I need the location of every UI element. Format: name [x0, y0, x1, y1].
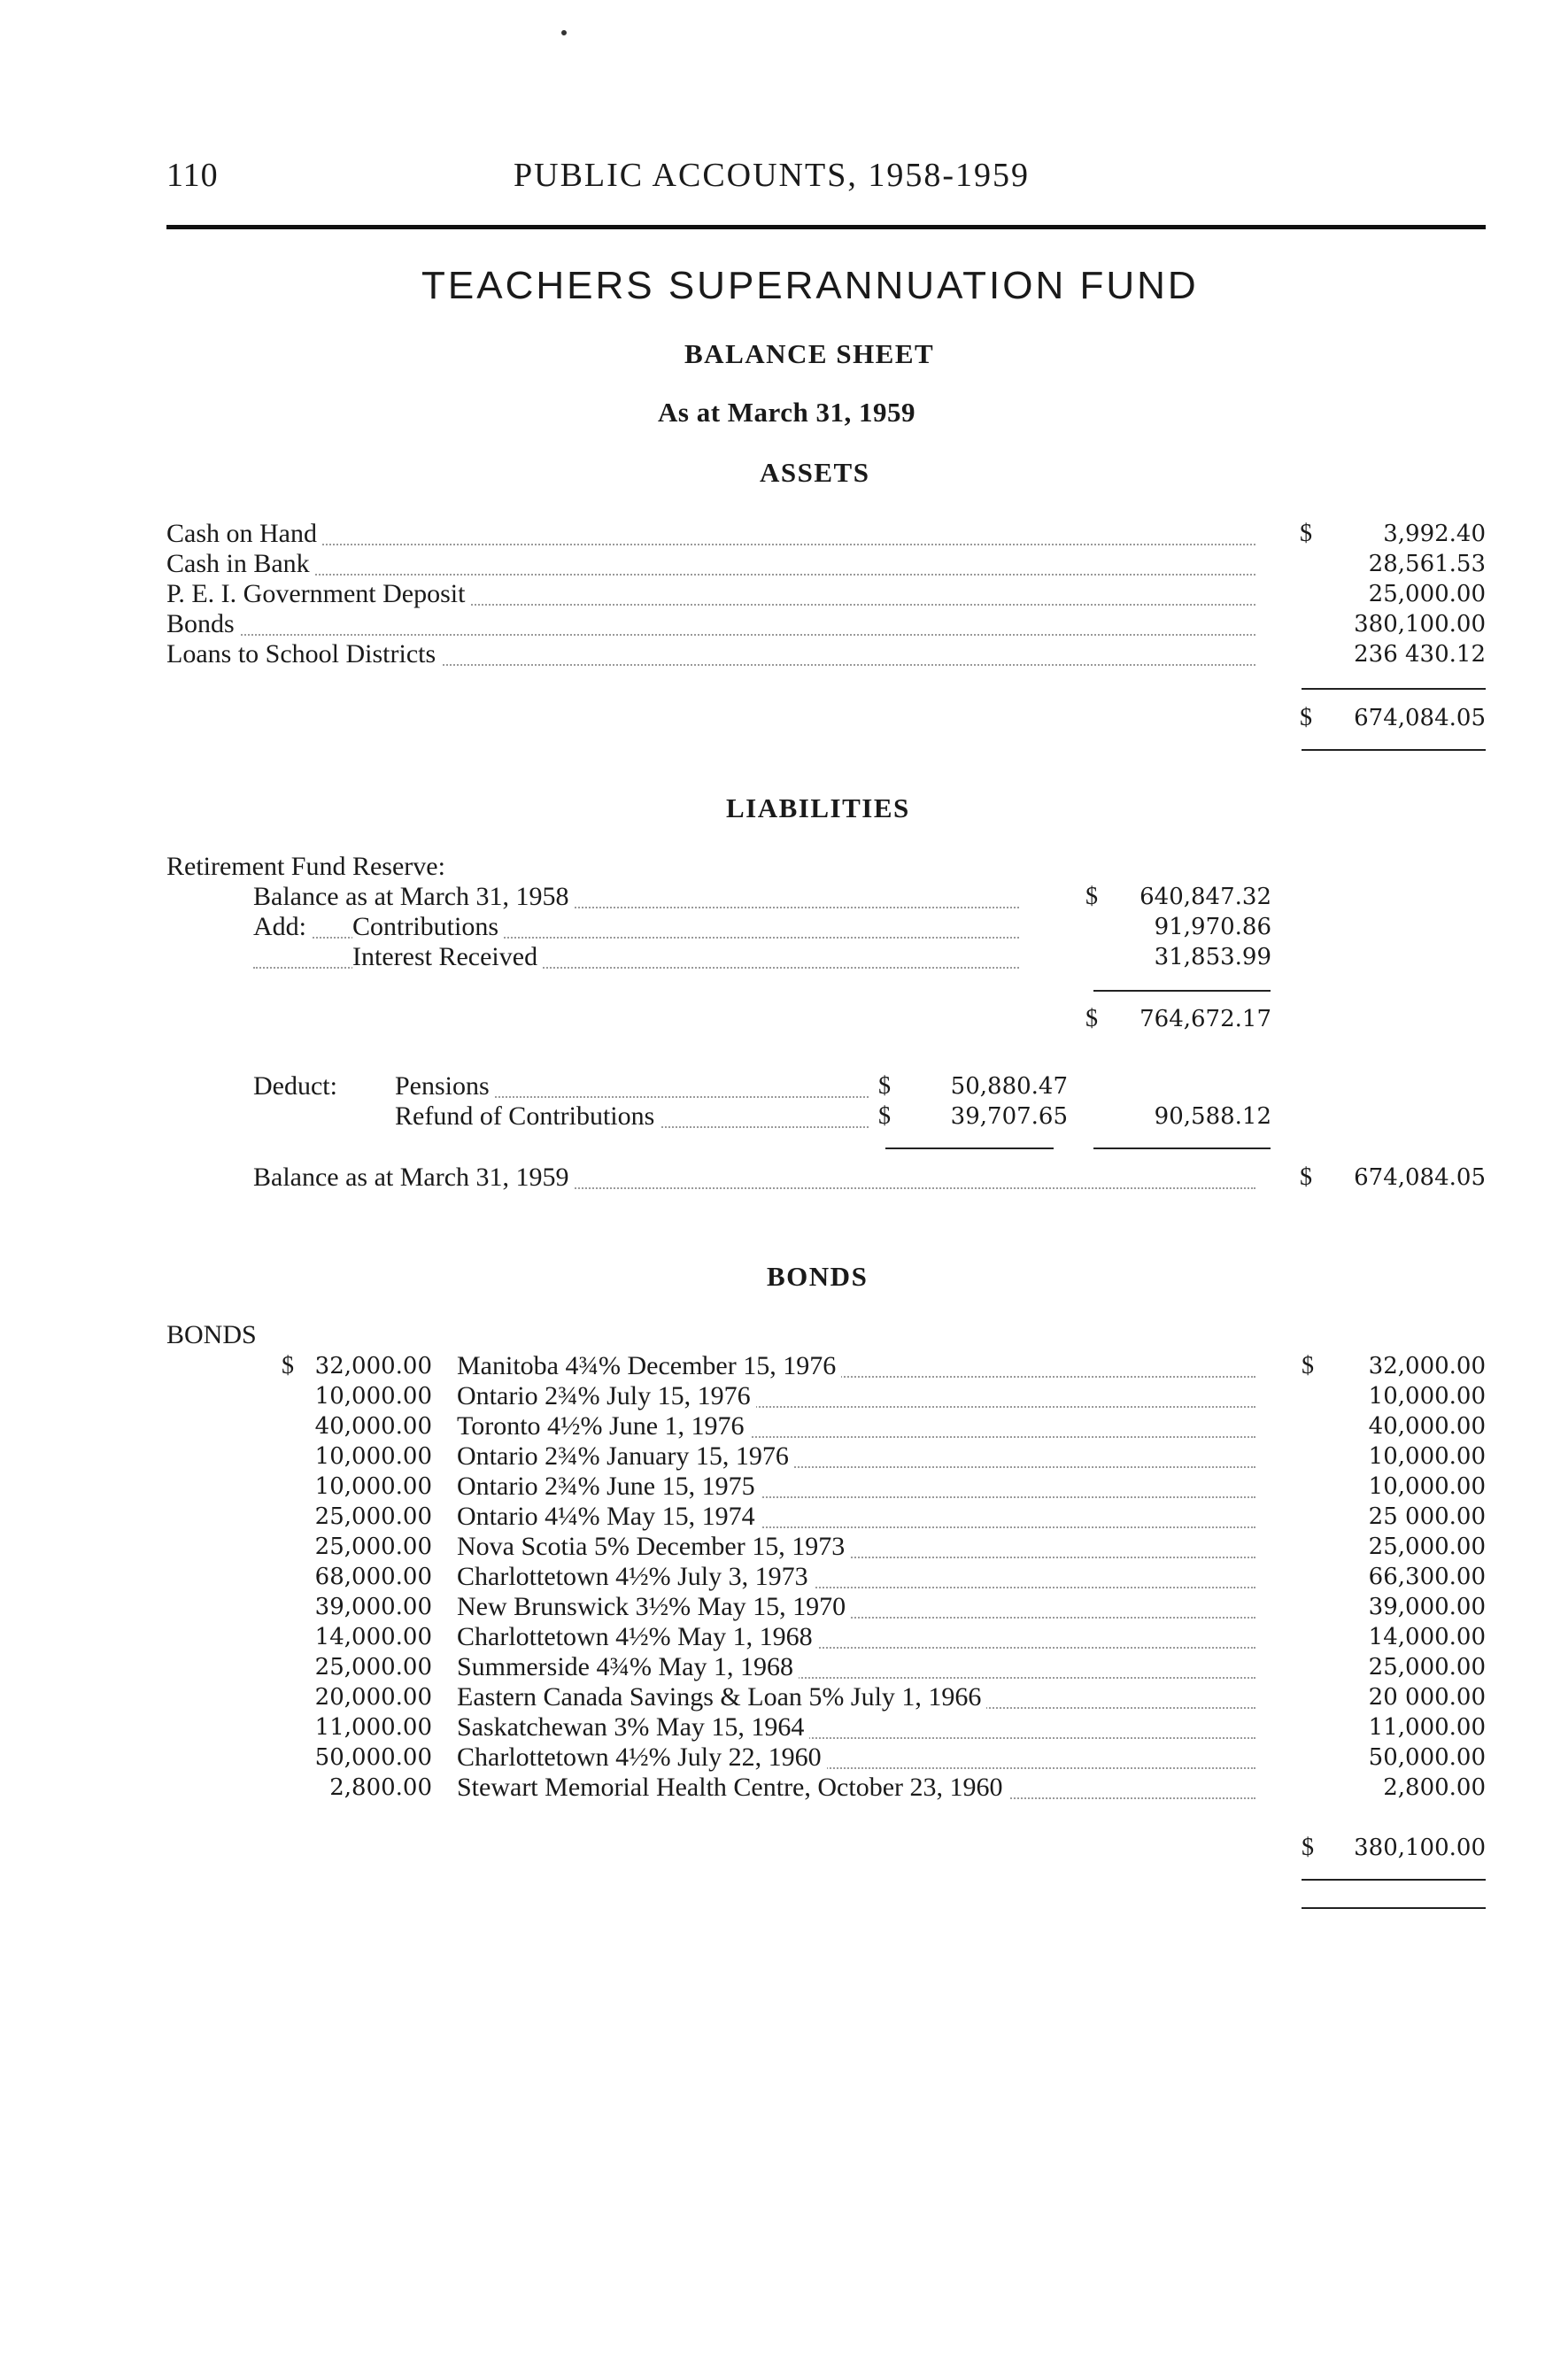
bond-row: [166, 1773, 1486, 1803]
bond-description: Charlottetown 4½% May 1, 1968: [457, 1622, 818, 1652]
currency-sign: $: [1300, 1163, 1312, 1191]
bond-amount: 11,000.00: [1368, 1714, 1486, 1741]
bonds-heading: BONDS: [767, 1261, 869, 1292]
deduct-item-amount: 39,707.65: [950, 1103, 1068, 1130]
bond-face-value: 2,800.00: [329, 1774, 432, 1801]
bonds-subtotal-rule: [1302, 1907, 1486, 1909]
add-label: Add:: [253, 912, 312, 942]
asset-amount: 28,561.53: [1368, 551, 1486, 577]
bonds-total-rule: [1302, 1879, 1486, 1881]
bond-amount: 2,800.00: [1383, 1774, 1486, 1801]
bond-row: [166, 1562, 1486, 1592]
bond-face-value: 50,000.00: [314, 1744, 432, 1771]
deduct-item-label: Refund of Contributions: [395, 1101, 660, 1132]
bond-row: [166, 1411, 1486, 1441]
bond-row: [166, 1652, 1486, 1682]
bond-amount: 39,000.00: [1368, 1594, 1486, 1620]
currency-sign: $: [878, 1072, 891, 1100]
asset-label: Loans to School Districts: [166, 639, 441, 669]
bond-row: [166, 1592, 1486, 1622]
page-number: 110: [166, 157, 219, 194]
currency-sign: $: [1300, 520, 1312, 547]
asset-amount: 3,992.40: [1383, 521, 1486, 547]
liability-row: [253, 942, 1271, 972]
asset-amount: 25,000.00: [1368, 581, 1486, 607]
date-line: As at March 31, 1959: [658, 397, 915, 428]
bond-amount: 32,000.00: [1368, 1353, 1486, 1379]
bond-description: Ontario 2¾% June 15, 1975: [457, 1472, 761, 1502]
final-balance-label: Balance as at March 31, 1959: [253, 1163, 575, 1193]
bond-row: [166, 1351, 1486, 1381]
assets-heading: ASSETS: [760, 457, 870, 488]
bond-row: [166, 1742, 1486, 1773]
bonds-total: 380,100.00: [1354, 1835, 1486, 1861]
asset-row: [166, 579, 1486, 609]
bond-face-value: 14,000.00: [314, 1624, 432, 1650]
currency-sign: $: [282, 1352, 294, 1379]
currency-sign: $: [1085, 883, 1098, 910]
bond-description: New Brunswick 3½% May 15, 1970: [457, 1592, 851, 1622]
bond-row: [166, 1381, 1486, 1411]
deduct-item-amount: 50,880.47: [950, 1073, 1068, 1100]
asset-label: Cash in Bank: [166, 549, 315, 579]
asset-label: P. E. I. Government Deposit: [166, 579, 470, 609]
asset-row: [166, 639, 1486, 669]
bonds-total-row: [166, 1833, 1486, 1863]
bond-description: Ontario 4¼% May 15, 1974: [457, 1502, 761, 1532]
bonds-section-label: BONDS: [166, 1320, 257, 1349]
liability-amount: 31,853.99: [1154, 944, 1271, 970]
deduct-total-rule: [1093, 1148, 1271, 1149]
bond-row: [166, 1472, 1486, 1502]
running-title: PUBLIC ACCOUNTS, 1958-1959: [514, 157, 1030, 194]
stray-mark: [561, 30, 567, 35]
bond-description: Saskatchewan 3% May 15, 1964: [457, 1712, 809, 1742]
bond-face-value: 25,000.00: [314, 1534, 432, 1560]
final-balance-amount: 674,084.05: [1354, 1164, 1486, 1191]
liabilities-subtotal-rule: [1093, 990, 1271, 992]
bond-amount: 10,000.00: [1368, 1443, 1486, 1470]
liability-label: Contributions: [352, 912, 504, 942]
bond-face-value: 10,000.00: [314, 1443, 432, 1470]
deduct-rule: [885, 1148, 1054, 1149]
deduct-label: Deduct:: [253, 1071, 343, 1101]
bond-amount: 25,000.00: [1368, 1534, 1486, 1560]
bond-description: Charlottetown 4½% July 22, 1960: [457, 1742, 827, 1773]
bond-face-value: 20,000.00: [314, 1684, 432, 1711]
liability-subtotal-row: [253, 1004, 1271, 1034]
liabilities-heading: LIABILITIES: [726, 792, 910, 823]
final-balance-row: [253, 1163, 1486, 1193]
bond-description: Charlottetown 4½% July 3, 1973: [457, 1562, 814, 1592]
asset-row: [166, 609, 1486, 639]
liability-label: Interest Received: [352, 942, 543, 972]
currency-sign: $: [878, 1102, 891, 1130]
bond-face-value: 32,000.00: [314, 1353, 432, 1379]
liability-row: [253, 912, 1271, 942]
bond-amount: 10,000.00: [1368, 1383, 1486, 1410]
liability-amount: 91,970.86: [1154, 914, 1271, 940]
reserve-label: Retirement Fund Reserve:: [166, 852, 451, 882]
header-rule: [166, 225, 1486, 229]
bond-row: [166, 1712, 1486, 1742]
deduct-item-label: Pensions: [395, 1071, 495, 1101]
bond-description: Manitoba 4¾% December 15, 1976: [457, 1351, 841, 1381]
bond-description: Ontario 2¾% January 15, 1976: [457, 1441, 794, 1472]
bond-row: [166, 1622, 1486, 1652]
bond-amount: 40,000.00: [1368, 1413, 1486, 1440]
balance-sheet-title: BALANCE SHEET: [684, 338, 935, 369]
assets-total-rule: [1302, 749, 1486, 751]
bond-face-value: 68,000.00: [314, 1564, 432, 1590]
currency-sign: $: [1300, 704, 1312, 731]
bond-row: [166, 1532, 1486, 1562]
asset-label: Cash on Hand: [166, 519, 322, 549]
bond-description: Nova Scotia 5% December 15, 1973: [457, 1532, 850, 1562]
deduct-total: 90,588.12: [1154, 1103, 1271, 1130]
fund-title: TEACHERS SUPERANNUATION FUND: [421, 264, 1199, 307]
bond-amount: 20 000.00: [1368, 1684, 1486, 1711]
bond-description: Stewart Memorial Health Centre, October 23, 1960: [457, 1773, 1008, 1803]
bond-amount: 66,300.00: [1368, 1564, 1486, 1590]
liability-label: Balance as at March 31, 1958: [253, 882, 575, 912]
asset-row: [166, 519, 1486, 549]
bond-row: [166, 1441, 1486, 1472]
bond-amount: 25 000.00: [1368, 1503, 1486, 1530]
bond-description: Summerside 4¾% May 1, 1968: [457, 1652, 799, 1682]
bond-description: Eastern Canada Savings & Loan 5% July 1, 1966: [457, 1682, 986, 1712]
assets-total: 674,084.05: [1354, 705, 1486, 731]
asset-row: [166, 549, 1486, 579]
currency-sign: $: [1302, 1352, 1314, 1379]
bond-amount: 10,000.00: [1368, 1473, 1486, 1500]
bond-row: [166, 1682, 1486, 1712]
reserve-label-row: [166, 852, 875, 882]
bond-description: Toronto 4½% June 1, 1976: [457, 1411, 750, 1441]
asset-amount: 236 430.12: [1354, 641, 1486, 668]
bond-face-value: 10,000.00: [314, 1473, 432, 1500]
liability-amount: 640,847.32: [1139, 884, 1271, 910]
asset-label: Bonds: [166, 609, 240, 639]
bond-amount: 50,000.00: [1368, 1744, 1486, 1771]
bond-face-value: 39,000.00: [314, 1594, 432, 1620]
bond-face-value: 11,000.00: [314, 1714, 432, 1741]
deduct-row: [253, 1071, 1068, 1101]
bond-face-value: 40,000.00: [314, 1413, 432, 1440]
assets-subtotal-rule: [1302, 688, 1486, 690]
asset-amount: 380,100.00: [1354, 611, 1486, 638]
currency-sign: $: [1302, 1834, 1314, 1861]
bond-row: [166, 1502, 1486, 1532]
bond-face-value: 25,000.00: [314, 1503, 432, 1530]
bond-amount: 25,000.00: [1368, 1654, 1486, 1681]
bond-amount: 14,000.00: [1368, 1624, 1486, 1650]
bond-description: Ontario 2¾% July 15, 1976: [457, 1381, 756, 1411]
currency-sign: $: [1085, 1005, 1098, 1032]
assets-total-row: [166, 703, 1486, 733]
deduct-row: [253, 1101, 1271, 1132]
bond-face-value: 25,000.00: [314, 1654, 432, 1681]
liability-subtotal: 764,672.17: [1139, 1006, 1271, 1032]
liability-row: [253, 882, 1271, 912]
bond-face-value: 10,000.00: [314, 1383, 432, 1410]
